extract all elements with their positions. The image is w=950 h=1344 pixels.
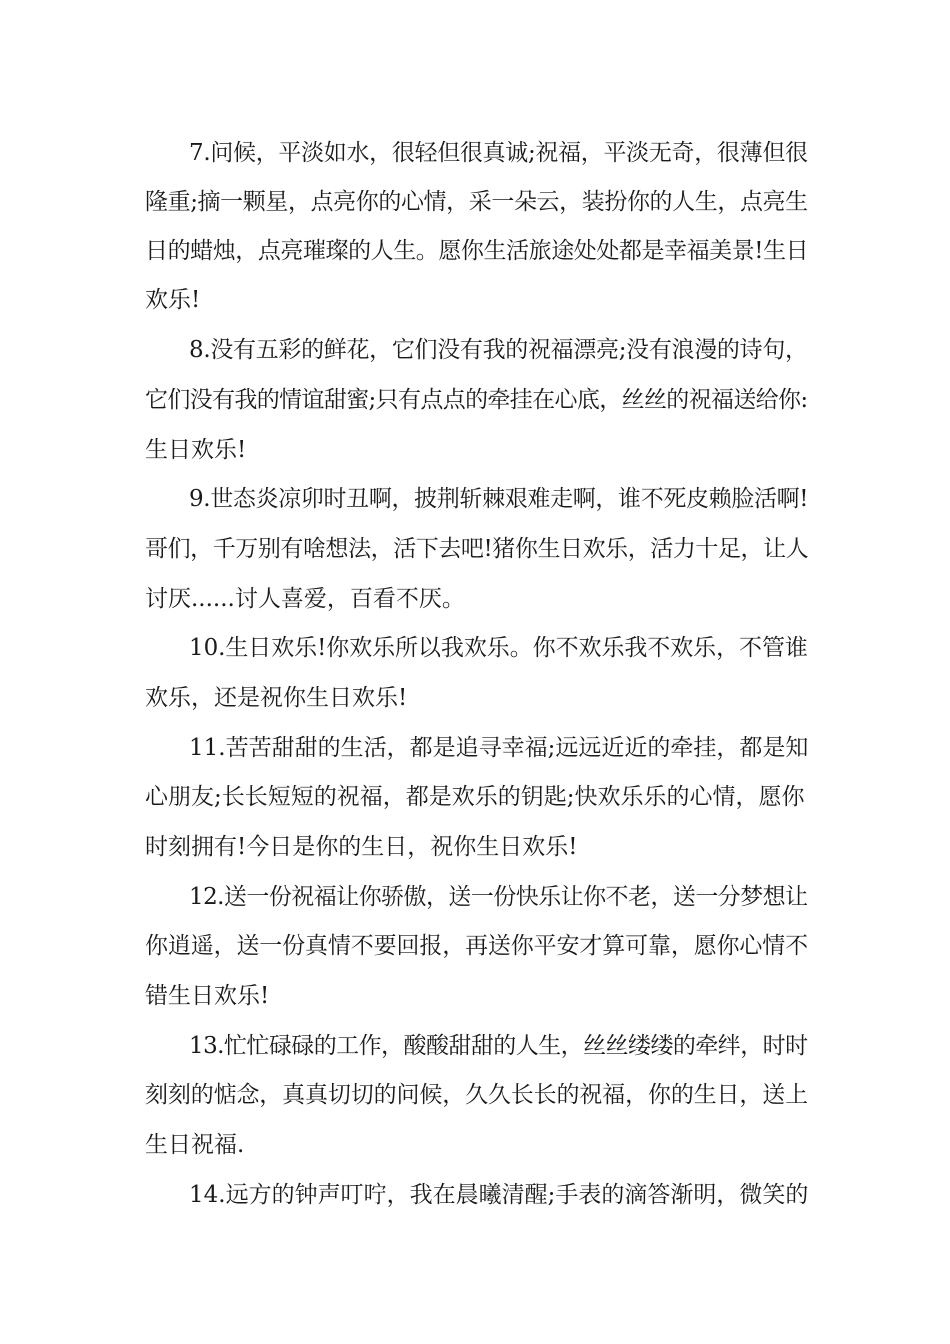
text-line: 9.世态炎凉卯时丑啊，披荆斩棘艰难走啊，谁不死皮赖脸活啊! bbox=[189, 486, 809, 512]
text-line: 14.远方的钟声叮咛，我在晨曦清醒;手表的滴答渐明，微笑的 bbox=[189, 1182, 809, 1208]
text-line: 隆重;摘一颗星，点亮你的心情，采一朵云，装扮你的人生，点亮生 bbox=[145, 189, 808, 215]
text-line: 12.送一份祝福让你骄傲，送一份快乐让你不老，送一分梦想让 bbox=[189, 884, 808, 910]
text-line: 刻刻的惦念，真真切切的问候，久久长长的祝福，你的生日，送上 bbox=[145, 1082, 809, 1108]
text-line: 10.生日欢乐!你欢乐所以我欢乐。你不欢乐我不欢乐，不管谁 bbox=[189, 635, 808, 661]
text-line: 13.忙忙碌碌的工作，酸酸甜甜的人生，丝丝缕缕的牵绊，时时 bbox=[189, 1033, 808, 1059]
text-line: 心朋友;长长短短的祝福，都是欢乐的钥匙;快欢乐乐的心情，愿你 bbox=[145, 784, 805, 810]
text-line: 11.苦苦甜甜的生活，都是追寻幸福;远远近近的牵挂，都是知 bbox=[189, 735, 809, 761]
text-line: 它们没有我的情谊甜蜜;只有点点的牵挂在心底，丝丝的祝福送给你: bbox=[145, 387, 808, 413]
text-line: 7.问候，平淡如水，很轻但很真诚;祝福，平淡无奇，很薄但很 bbox=[189, 140, 808, 166]
text-line: 生日欢乐! bbox=[145, 437, 247, 463]
text-line: 8.没有五彩的鲜花，它们没有我的祝福漂亮;没有浪漫的诗句， bbox=[189, 337, 808, 363]
text-line: 哥们，千万别有啥想法，活下去吧!猪你生日欢乐，活力十足，让人 bbox=[145, 536, 809, 562]
text-line: 欢乐，还是祝你生日欢乐! bbox=[145, 685, 408, 711]
text-line: 欢乐! bbox=[145, 287, 201, 313]
text-line: 讨厌......讨人喜爱，百看不厌。 bbox=[145, 586, 465, 612]
text-line: 你逍遥，送一份真情不要回报，再送你平安才算可靠，愿你心情不 bbox=[145, 933, 809, 959]
text-line: 日的蜡烛，点亮璀璨的人生。愿你生活旅途处处都是幸福美景!生日 bbox=[145, 238, 809, 264]
text-line: 时刻拥有!今日是你的生日，祝你生日欢乐! bbox=[145, 834, 578, 860]
text-line: 生日祝福. bbox=[145, 1132, 245, 1158]
text-line: 错生日欢乐! bbox=[145, 983, 270, 1009]
